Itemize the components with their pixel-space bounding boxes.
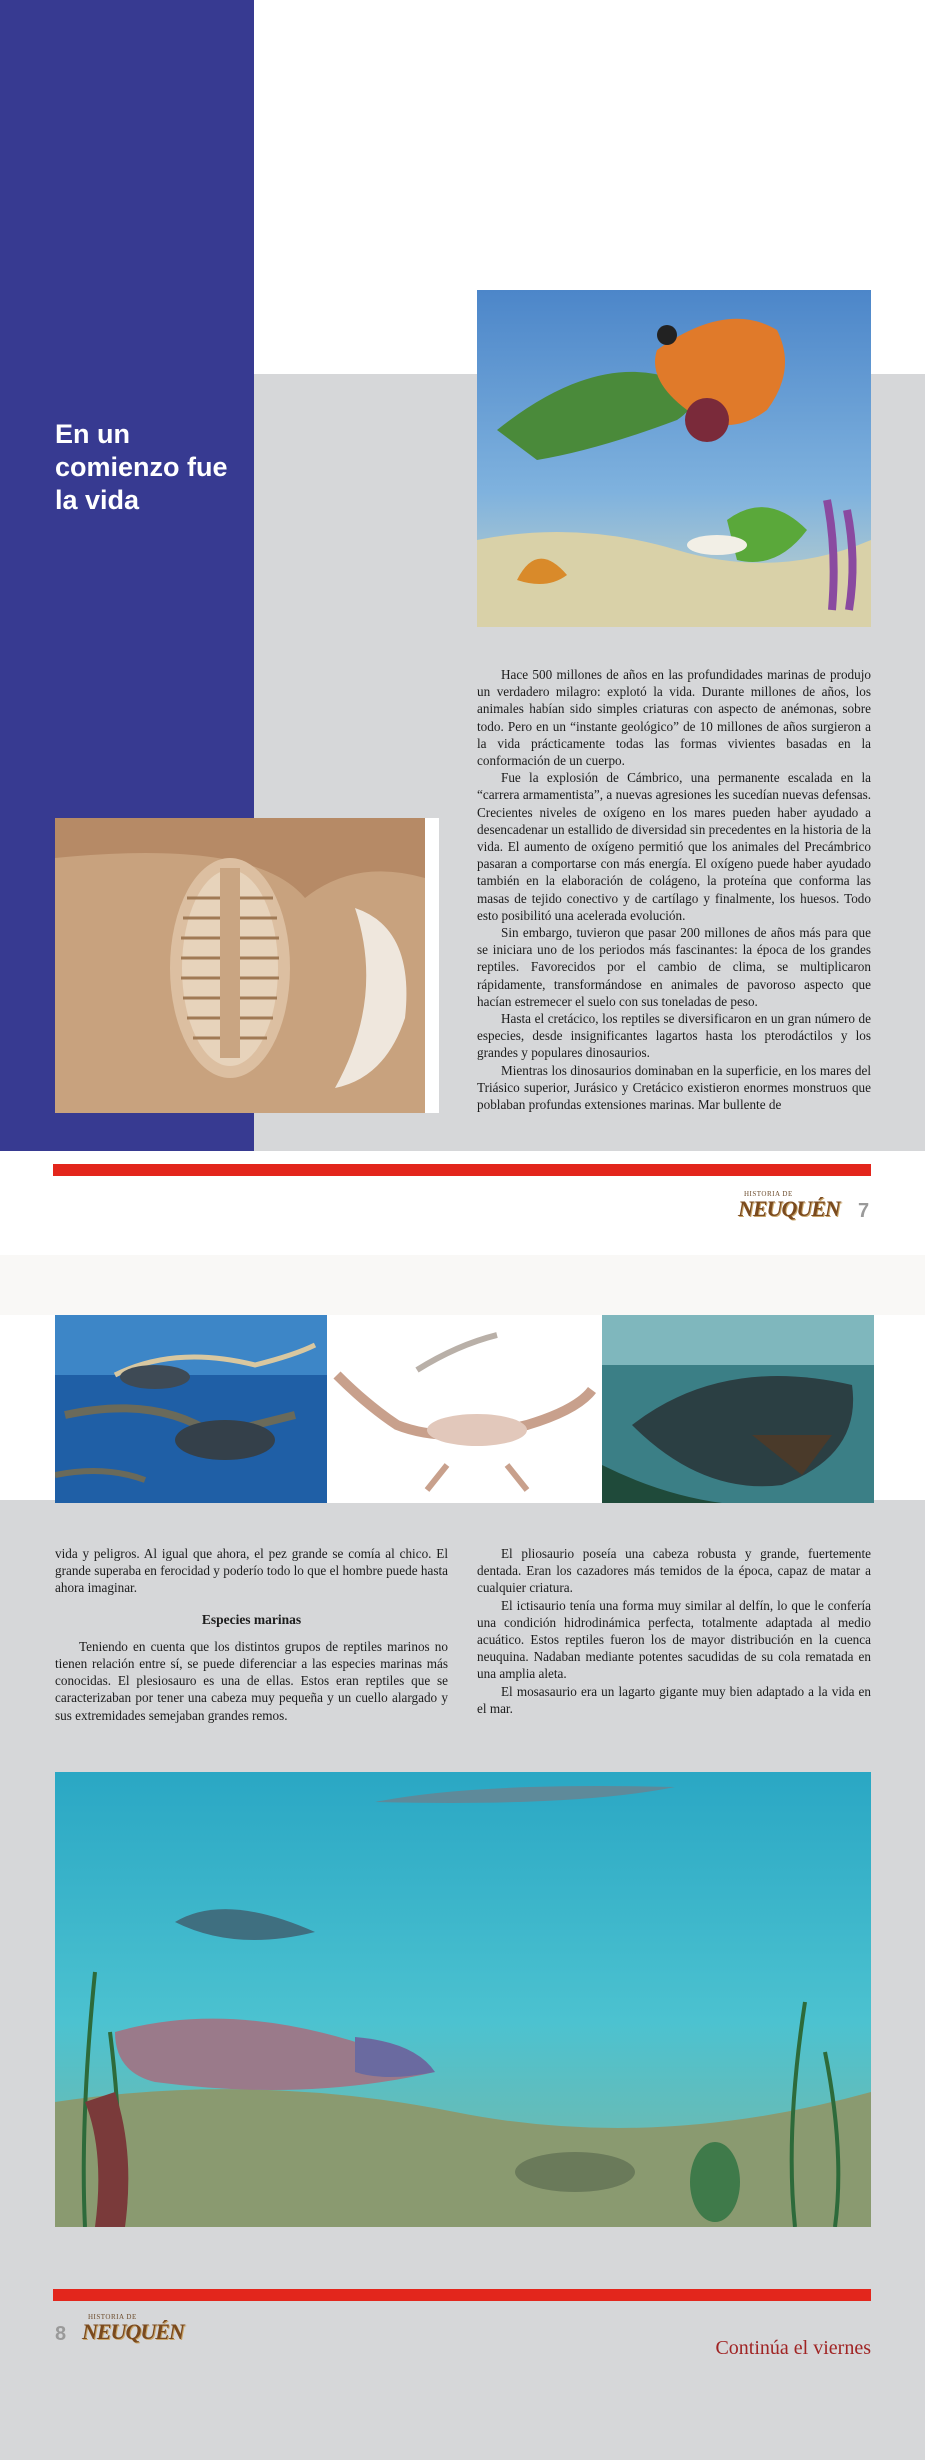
- paragraph: El ictisaurio tenía una forma muy similar al delfín, lo que le confería una condición hidrodinámica perfecta, totalmente adaptada al medio acuático. Estos reptiles fueron los de mayor distribución en la cuenca neuquina. Nadaban mediante potentes sacudidas de su cola rematada en una amplia aleta.: [477, 1597, 871, 1682]
- paragraph: Hasta el cretácico, los reptiles se diversificaron en un gran número de especies, desde insignificantes lagartos hasta los pterodáctilos y los grandes y populares dinosaurios.: [477, 1011, 871, 1061]
- page-8: [0, 1315, 925, 2384]
- red-divider: [53, 2289, 871, 2301]
- historia-neuquen-logo: [738, 1190, 848, 1220]
- historia-neuquen-logo: [82, 2313, 192, 2343]
- right-text-column: [477, 1545, 871, 1717]
- paragraph: vida y peligros. Al igual que ahora, el pez grande se comía al chico. El grande superaba en ferocidad y poderío todo lo que el hombre puede hasta ahora imaginar.: [55, 1546, 448, 1596]
- left-text-column: [55, 1545, 448, 1724]
- paragraph: Fue la explosión de Cámbrico, una permanente escalada en la “carrera armamentista”, a nuevas agresiones les sucedían nuevas defensas. Crecientes niveles de oxígeno en los mares pueden haber ayudado a desencadenar un estallido de diversidad sin precedentes en la historia de la vida. El aumento de oxígeno permitió que los animales del Precámbrico pasaran a comportarse con más energía. El oxígeno puede haber ayudado también en la elaboración de colágeno, la proteína que conforma las masas de tejido conectivo y de cartílago y finalmente, los huesos. Todo esto posibilitó una acelerada evolución.: [477, 770, 871, 923]
- article-title: En un comienzo fue la vida: [55, 419, 228, 515]
- plesiosaurs-photo: [55, 1315, 327, 1503]
- paragraph: Sin embargo, tuvieron que pasar 200 millones de años más para que se iniciara uno de los periodos más fascinantes: la época de los grandes reptiles. Favorecidos por el cambio de clima, se multiplicaron rápidamente, transformándose en animales de pavoroso aspecto que hacían estremecer el suelo con sus toneladas de peso.: [477, 925, 871, 1009]
- article-body-column: [477, 666, 871, 1113]
- page-number: 7: [858, 1200, 870, 1222]
- logo-big-text: NEUQUÉN: [82, 2319, 184, 2344]
- paragraph: Hace 500 millones de años en las profundidades marinas de produjo un verdadero milagro: explotó la vida. Durante millones de años, los animales habían sido simples criaturas con aspecto de anémonas, sobre todo. Pero en un “instante geológico” de 10 millones de años surgieron a la vida prácticamente todas las formas vivientes basadas en la conformación de un cuerpo.: [477, 667, 871, 769]
- plesiosaur-drawing: [327, 1315, 602, 1503]
- paragraph: Mientras los dinosaurios dominaban en la superficie, en los mares del Triásico superior, Jurásico y Cretácico existieron enormes monstruos que poblaban profundas extensiones marinas. Mar bullente de: [477, 1062, 871, 1113]
- cambrian-sea-illustration: [477, 290, 871, 627]
- page-number: 8: [55, 2323, 67, 2345]
- logo-small-text: HISTORIA DE: [88, 2313, 137, 2321]
- paragraph: El mosasaurio era un lagarto gigante muy bien adaptado a la vida en el mar.: [477, 1683, 871, 1716]
- pliosaur-photo: [602, 1315, 874, 1503]
- paragraph: El pliosaurio poseía una cabeza robusta y grande, fuertemente dentada. Eran los cazadores más temidos de la época, capaz de matar a cualquier criatura.: [477, 1546, 871, 1596]
- logo-small-text: HISTORIA DE: [744, 1190, 793, 1198]
- page-gap: [0, 1255, 925, 1315]
- trilobite-fossil-photo: [55, 818, 439, 1113]
- section-subheading: Especies marinas: [201, 1611, 302, 1627]
- red-divider: [53, 1164, 871, 1176]
- underwater-scene-illustration: [55, 1772, 871, 2227]
- logo-big-text: NEUQUÉN: [738, 1196, 840, 1221]
- paragraph: Teniendo en cuenta que los distintos grupos de reptiles marinos no tienen relación entre sí, se puede diferenciar a las especies marinas más conocidas. El plesiosauro es una de ellas. Estos eran reptiles que se caracterizaban por tener una cabeza muy pequeña y un cuello alargado y sus extremidades semejaban grandes remos.: [55, 1638, 448, 1723]
- continue-notice: Continúa el viernes: [715, 2337, 871, 2359]
